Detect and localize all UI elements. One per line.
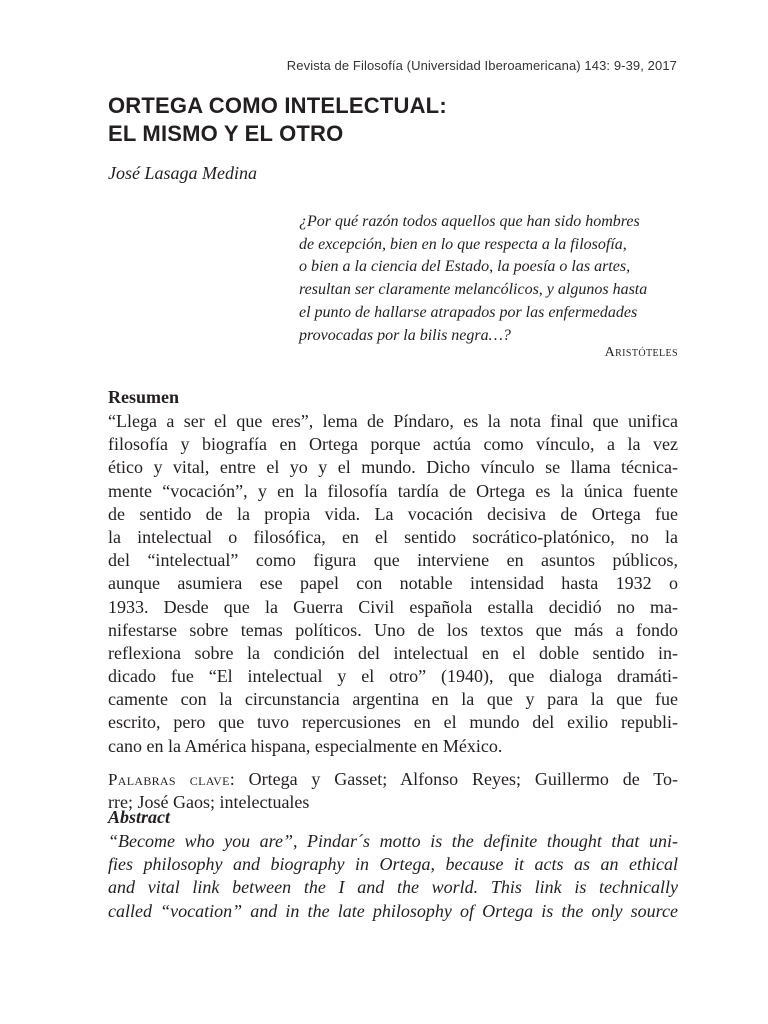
title-line: EL MISMO Y EL OTRO [108,121,344,146]
abstract-line: and vital link between the I and the world. This link is technically [108,877,678,898]
journal-header: Revista de Filosofía (Universidad Iberoamericana) 143: 9-39, 2017 [286,58,677,73]
resumen-line: la intelectual o filosófica, en el sentido socrático-platónico, no la [108,526,678,547]
resumen-line: del “intelectual” como figura que interviene en asuntos públicos, [108,550,678,571]
resumen-line: “Llega a ser el que eres”, lema de Píndaro, es la nota final que unifica [108,411,678,431]
keywords-label: Palabras clave [108,770,230,789]
resumen-line: escrito, pero que tuvo repercusiones en el mundo del exilio republi- [108,712,678,733]
epigraph-line: o bien a la ciencia del Estado, la poesía o las artes, [299,258,631,276]
resumen-line: aunque asumiera ese papel con notable intensidad hasta 1932 o [108,573,678,594]
epigraph-quote [299,211,679,347]
abstract-line: “Become who you are”, Pindar´s motto is the definite thought that uni- [108,831,678,851]
abstract-line: called “vocation” and in the late philosophy of Ortega is the only source [108,900,678,921]
keywords [108,768,678,814]
resumen-line: nifestarse sobre temas políticos. Uno de los textos que más a fondo [108,619,678,640]
abstract-body [108,830,678,923]
resumen-line: cano en la América hispana, especialmente en México. [108,735,503,756]
resumen-line: camente con la circunstancia argentina en la que y para la que fue [108,689,678,710]
abstract-heading: Abstract [108,807,171,827]
title-line: ORTEGA COMO INTELECTUAL: [108,93,447,118]
epigraph-line: resultan ser claramente melancólicos, y algunos hasta [299,281,648,299]
keywords-text: : Ortega y Gasset; Alfonso Reyes; Guillermo de To- [229,769,678,789]
resumen-line: mente “vocación”, y en la filosofía tardía de Ortega es la única fuente [108,480,678,501]
author-name: José Lasaga Medina [108,163,257,183]
epigraph-line: de excepción, bien en lo que respecta a la filosofía, [299,235,627,253]
article-title [108,92,447,148]
keywords-line: rre; José Gaos; intelectuales [108,792,310,813]
epigraph-attribution: Aristóteles [604,345,678,360]
epigraph-line: ¿Por qué razón todos aquellos que han sido hombres [299,213,640,230]
resumen-line: ético y vital, entre el yo y el mundo. Dicho vínculo se llama técnica- [108,457,678,478]
resumen-line: dicado fue “El intelectual y el otro” (1940), que dialoga dramáti- [108,666,678,687]
resumen-line: 1933. Desde que la Guerra Civil española estalla decidió no ma- [108,596,678,617]
resumen-line: filosofía y biografía en Ortega porque actúa como vínculo, a la vez [108,434,678,455]
resumen-line: reflexiona sobre la condición del intelectual en el doble sentido in- [108,642,678,663]
resumen-line: de sentido de la propia vida. La vocación decisiva de Ortega fue [108,503,678,524]
abstract-line: fies philosophy and biography in Ortega, because it acts as an ethical [108,854,678,875]
resumen-heading: Resumen [108,387,179,407]
resumen-body [108,410,678,758]
keywords-line [108,768,678,791]
epigraph-line: provocadas por la bilis negra…? [299,326,511,344]
epigraph-line: el punto de hallarse atrapados por las enfermedades [299,303,638,321]
